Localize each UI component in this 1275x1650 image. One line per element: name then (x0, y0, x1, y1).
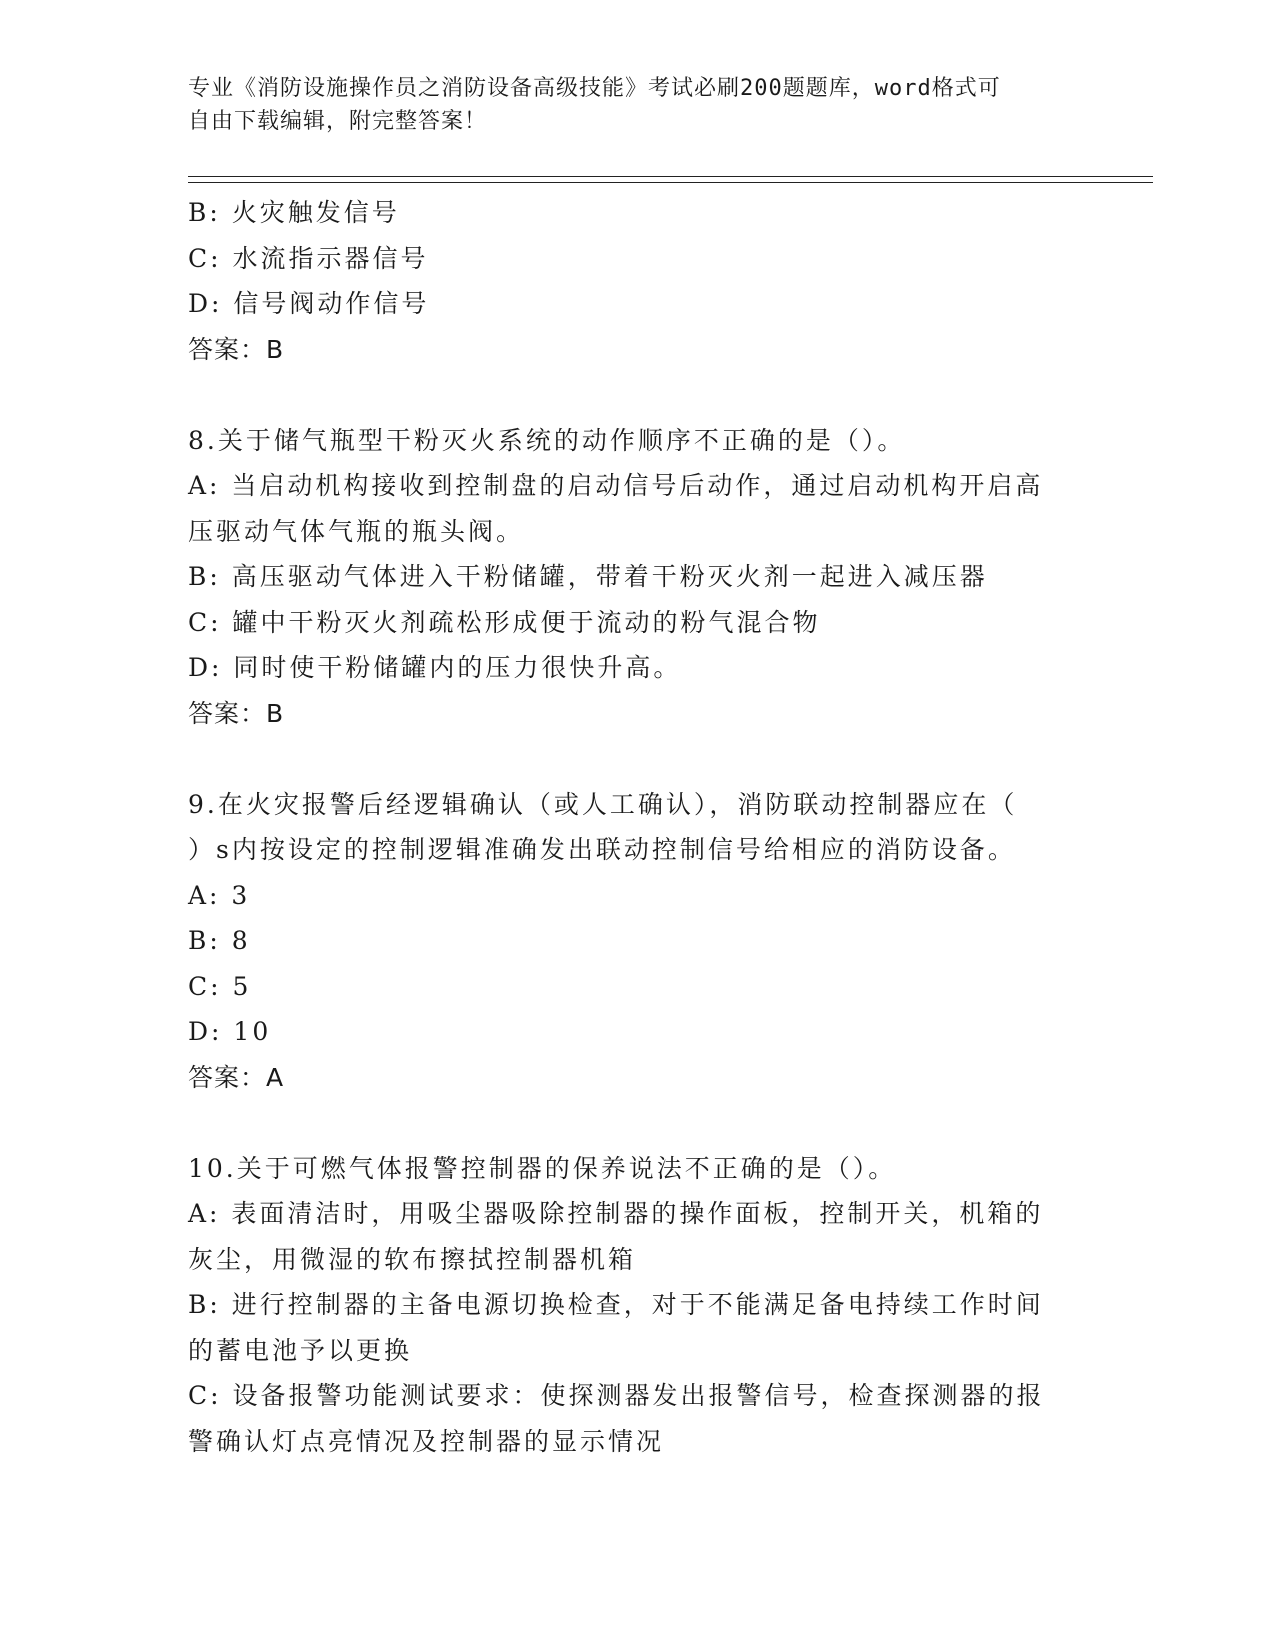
answer-label: 答案：A (188, 1062, 285, 1092)
option-a-continued: 灰尘，用微湿的软布擦拭控制器机箱 (188, 1244, 637, 1274)
spacer (188, 1100, 1068, 1146)
option-b-continued: 的蓄电池予以更换 (188, 1335, 413, 1365)
option-c: C: 5 (188, 971, 252, 1001)
option-a-continued: 压驱动气体气瓶的瓶头阀。 (188, 516, 525, 546)
question-stem: 8.关于储气瓶型干粉灭火系统的动作顺序不正确的是（）。 (188, 425, 906, 455)
option-c: C: 罐中干粉灭火剂疏松形成便于流动的粉气混合物 (188, 607, 821, 637)
option-a: A: 表面清洁时，用吸尘器吸除控制器的操作面板，控制开关，机箱的 (188, 1199, 1044, 1228)
header-divider-bottom (188, 182, 1153, 183)
option-b: B: 高压驱动气体进入干粉储罐，带着干粉灭火剂一起进入减压器 (188, 562, 988, 591)
question-block-8 (188, 418, 1068, 737)
header-line-1: 专业《消防设施操作员之消防设备高级技能》考试必刷200题题库，word格式可 (188, 76, 1001, 101)
option-d: D: 同时使干粉储罐内的压力很快升高。 (188, 653, 682, 682)
document-body (188, 190, 1068, 1464)
question-stem: 9.在火灾报警后经逻辑确认（或人工确认），消防联动控制器应在（ (188, 789, 1018, 819)
document-header (188, 72, 1068, 138)
question-block-prev (188, 190, 1068, 372)
option-a: A: 当启动机构接收到控制盘的启动信号后动作，通过启动机构开启高 (188, 471, 1044, 500)
question-block-9 (188, 782, 1068, 1101)
option-b: B: 进行控制器的主备电源切换检查，对于不能满足备电持续工作时间 (188, 1290, 1044, 1319)
spacer (188, 736, 1068, 782)
question-stem: 10.关于可燃气体报警控制器的保养说法不正确的是（）。 (188, 1153, 897, 1183)
option-c: C: 设备报警功能测试要求：使探测器发出报警信号，检查探测器的报 (188, 1381, 1045, 1410)
header-divider-top (188, 176, 1153, 177)
question-block-10 (188, 1146, 1068, 1465)
option-d: D: 信号阀动作信号 (188, 289, 430, 318)
answer-label: 答案：B (188, 334, 285, 364)
option-c: C: 水流指示器信号 (188, 243, 429, 273)
option-b: B: 8 (188, 926, 251, 955)
question-stem-continued: ）s内按设定的控制逻辑准确发出联动控制信号给相应的消防设备。 (188, 835, 1016, 864)
option-b: B: 火灾触发信号 (188, 198, 400, 227)
header-line-2: 自由下载编辑，附完整答案！ (188, 109, 488, 134)
option-c-continued: 警确认灯点亮情况及控制器的显示情况 (188, 1426, 665, 1456)
answer-label: 答案：B (188, 698, 285, 728)
option-d: D: 10 (188, 1017, 272, 1046)
option-a: A: 3 (188, 880, 251, 910)
spacer (188, 372, 1068, 418)
